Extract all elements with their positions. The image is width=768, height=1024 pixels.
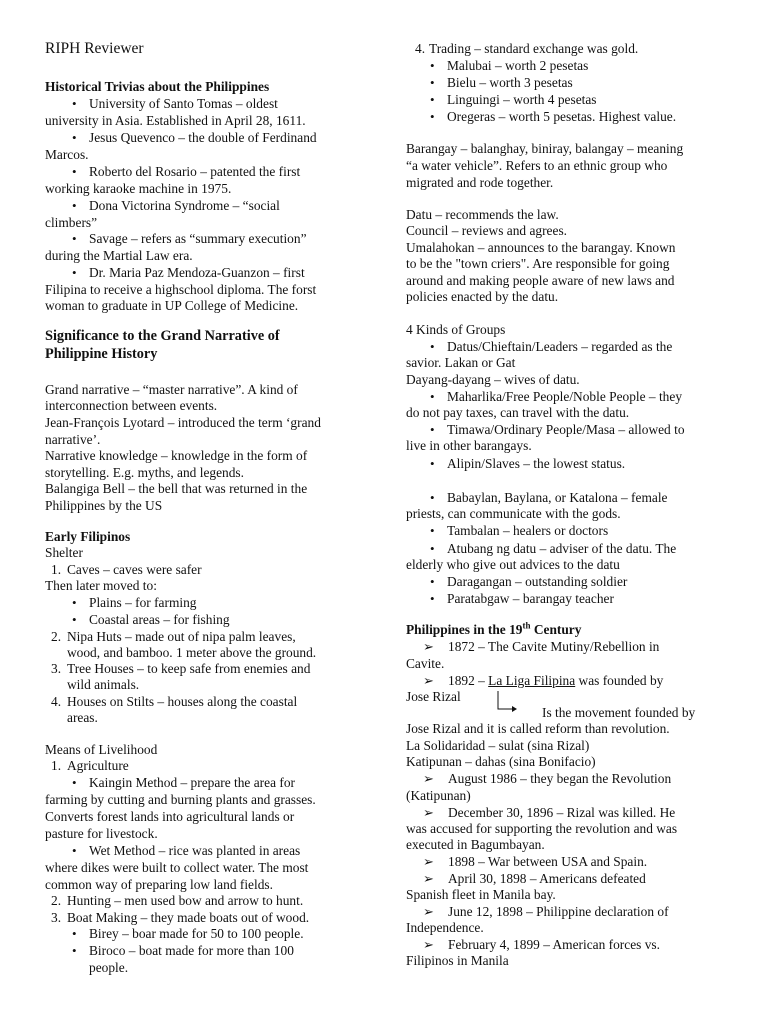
list-item: • Biroco – boat made for more than 100: [89, 942, 294, 959]
list-number: 3.: [51, 910, 62, 925]
list-item-cont: university in Asia. Established in April 28, 1611.: [45, 113, 306, 128]
paragraph-line: around and making people aware of new laws and: [406, 273, 675, 288]
significance-heading-line2: Philippine History: [45, 346, 158, 362]
timeline-item-cont: Jose Rizal: [406, 689, 461, 704]
list-item-cont: do not pay taxes, can travel with the datu.: [406, 405, 630, 420]
list-item: • Paratabgaw – barangay teacher: [447, 590, 614, 607]
timeline-item: ➢ June 12, 1898 – Philippine declaration of: [448, 903, 669, 920]
timeline-item-cont: Cavite.: [406, 656, 445, 671]
paragraph-line: Then later moved to:: [45, 578, 157, 593]
list-number: 4.: [51, 694, 62, 709]
list-item-cont: Marcos.: [45, 147, 89, 162]
list-item: • Alipin/Slaves – the lowest status.: [447, 455, 625, 472]
list-item: Hunting – men used bow and arrow to hunt.: [67, 893, 304, 908]
list-item-cont: wood, and bamboo. 1 meter above the ground.: [67, 645, 317, 660]
list-number: 4.: [415, 41, 426, 56]
list-item-cont: during the Martial Law era.: [45, 248, 193, 263]
trivia-heading: Historical Trivias about the Philippines: [45, 79, 270, 94]
timeline-item: ➢ 1892 – La Liga Filipina was founded by: [448, 672, 663, 689]
list-item: • Bielu – worth 3 pesetas: [447, 74, 573, 91]
superscript: th: [522, 620, 531, 631]
list-item: • Coastal areas – for fishing: [89, 611, 230, 628]
list-item: • Jesus Quevenco – the double of Ferdinand: [89, 129, 317, 146]
paragraph-line: “a water vehicle”. Refers to an ethnic group who: [406, 158, 668, 173]
list-item-cont: Converts forest lands into agricultural lands or: [45, 809, 295, 824]
list-item: Houses on Stilts – houses along the coastal: [67, 694, 298, 709]
list-item: • University of Santo Tomas – oldest: [89, 95, 278, 112]
list-item: • Plains – for farming: [89, 594, 196, 611]
list-item: Boat Making – they made boats out of wood.: [67, 910, 310, 925]
list-number: 2.: [51, 629, 62, 644]
paragraph-line: Barangay – balanghay, biniray, balangay – meaning: [406, 141, 684, 156]
list-number: 1.: [51, 562, 62, 577]
paragraph-line: Council – reviews and agrees.: [406, 223, 568, 238]
significance-heading-line1: Significance to the Grand Narrative of: [45, 328, 280, 344]
list-item: • Dr. Maria Paz Mendoza-Guanzon – first: [89, 264, 305, 281]
paragraph-line: Narrative knowledge – knowledge in the form of: [45, 448, 308, 463]
paragraph-line: interconnection between events.: [45, 398, 218, 413]
list-item: • Timawa/Ordinary People/Masa – allowed to: [447, 421, 685, 438]
timeline-item-cont: Independence.: [406, 920, 484, 935]
timeline-item: ➢ February 4, 1899 – American forces vs.: [448, 936, 660, 953]
paragraph-line: to be the "town criers". Are responsible for going: [406, 256, 670, 271]
list-item-cont: farming by cutting and burning plants and grasses.: [45, 792, 316, 807]
list-item-cont: climbers”: [45, 215, 98, 230]
list-item: • Linguingi – worth 4 pesetas: [447, 91, 597, 108]
timeline-item-cont: was accused for supporting the revolution and was: [406, 821, 678, 836]
list-number: 2.: [51, 893, 62, 908]
list-item-cont: Filipina to receive a highschool diploma. The forst: [45, 282, 317, 297]
list-item: Tree Houses – to keep safe from enemies and: [67, 661, 311, 676]
list-item: • Atubang ng datu – adviser of the datu. The: [447, 540, 676, 557]
timeline-item-cont: Filipinos in Manila: [406, 953, 509, 968]
paragraph-line: storytelling. E.g. myths, and legends.: [45, 465, 244, 480]
movement-note: Is the movement founded by: [542, 705, 696, 720]
livelihood-label: Means of Livelihood: [45, 742, 158, 757]
timeline-item-cont: executed in Bagumbayan.: [406, 837, 545, 852]
paragraph-line: Katipunan – dahas (sina Bonifacio): [406, 754, 596, 769]
paragraph-line: Umalahokan – announces to the barangay. Known: [406, 240, 676, 255]
paragraph-line: narrative’.: [45, 432, 101, 447]
list-item: • Babaylan, Baylana, or Katalona – female: [447, 489, 667, 506]
paragraph-line: Grand narrative – “master narrative”. A kind of: [45, 382, 298, 397]
list-item: • Daragangan – outstanding soldier: [447, 573, 627, 590]
list-item-cont: pasture for livestock.: [45, 826, 158, 841]
connector-arrow-icon: [496, 690, 520, 716]
list-item-cont: elderly who give out advices to the datu: [406, 557, 620, 572]
list-item: • Malubai – worth 2 pesetas: [447, 57, 588, 74]
list-item-cont: working karaoke machine in 1975.: [45, 181, 232, 196]
list-item: Agriculture: [67, 758, 129, 773]
list-number: 3.: [51, 661, 62, 676]
list-number: 1.: [51, 758, 62, 773]
paragraph-line: Philippines by the US: [45, 498, 163, 513]
list-item: • Roberto del Rosario – patented the first: [89, 163, 300, 180]
list-item: • Savage – refers as “summary execution”: [89, 230, 307, 247]
paragraph-line: Dayang-dayang – wives of datu.: [406, 372, 580, 387]
paragraph-line: Jean-François Lyotard – introduced the term ‘grand: [45, 415, 321, 430]
groups-label: 4 Kinds of Groups: [406, 322, 506, 337]
paragraph-line: Balangiga Bell – the bell that was returned in the: [45, 481, 308, 496]
list-item-cont: where dikes were built to collect water. The most: [45, 860, 309, 875]
list-item: • Kaingin Method – prepare the area for: [89, 774, 295, 791]
list-item-cont: common way of preparing low land fields.: [45, 877, 273, 892]
list-item-cont: wild animals.: [67, 677, 140, 692]
list-item-cont: areas.: [67, 710, 98, 725]
list-item: • Birey – boar made for 50 to 100 people.: [89, 925, 304, 942]
timeline-item-cont: Spanish fleet in Manila bay.: [406, 887, 556, 902]
century-heading: Philippines in the 19th Century: [406, 620, 582, 637]
list-item: • Tambalan – healers or doctors: [447, 522, 608, 539]
list-item: • Maharlika/Free People/Noble People – they: [447, 388, 682, 405]
list-item: • Wet Method – rice was planted in areas: [89, 842, 300, 859]
timeline-item: ➢ 1898 – War between USA and Spain.: [448, 853, 647, 870]
list-item-cont: savior. Lakan or Gat: [406, 355, 516, 370]
list-item-cont: people.: [89, 960, 129, 975]
paragraph-line: Jose Rizal and it is called reform than revolution.: [406, 721, 670, 736]
timeline-item-cont: (Katipunan): [406, 788, 471, 803]
early-filipinos-heading: Early Filipinos: [45, 529, 131, 544]
page-title: RIPH Reviewer: [45, 40, 144, 57]
timeline-item: ➢ 1872 – The Cavite Mutiny/Rebellion in: [448, 638, 659, 655]
list-item-cont: woman to graduate in UP College of Medicine.: [45, 298, 299, 313]
paragraph-line: policies enacted by the datu.: [406, 289, 559, 304]
list-item-cont: live in other barangays.: [406, 438, 532, 453]
la-liga-filipina-link: La Liga Filipina: [488, 673, 576, 688]
timeline-item: ➢ December 30, 1896 – Rizal was killed. He: [448, 804, 675, 821]
list-item: Nipa Huts – made out of nipa palm leaves,: [67, 629, 296, 644]
paragraph-line: migrated and rode together.: [406, 175, 554, 190]
list-item: • Oregeras – worth 5 pesetas. Highest value.: [447, 108, 676, 125]
timeline-item: ➢ August 1986 – they began the Revolution: [448, 770, 671, 787]
list-item: • Dona Victorina Syndrome – “social: [89, 197, 280, 214]
list-item: • Datus/Chieftain/Leaders – regarded as the: [447, 338, 672, 355]
shelter-label: Shelter: [45, 545, 83, 560]
paragraph-line: La Solidaridad – sulat (sina Rizal): [406, 738, 590, 753]
list-item-cont: priests, can communicate with the gods.: [406, 506, 621, 521]
paragraph-line: Datu – recommends the law.: [406, 207, 559, 222]
list-item: Caves – caves were safer: [67, 562, 202, 577]
timeline-item: ➢ April 30, 1898 – Americans defeated: [448, 870, 646, 887]
list-item: Trading – standard exchange was gold.: [429, 41, 639, 56]
